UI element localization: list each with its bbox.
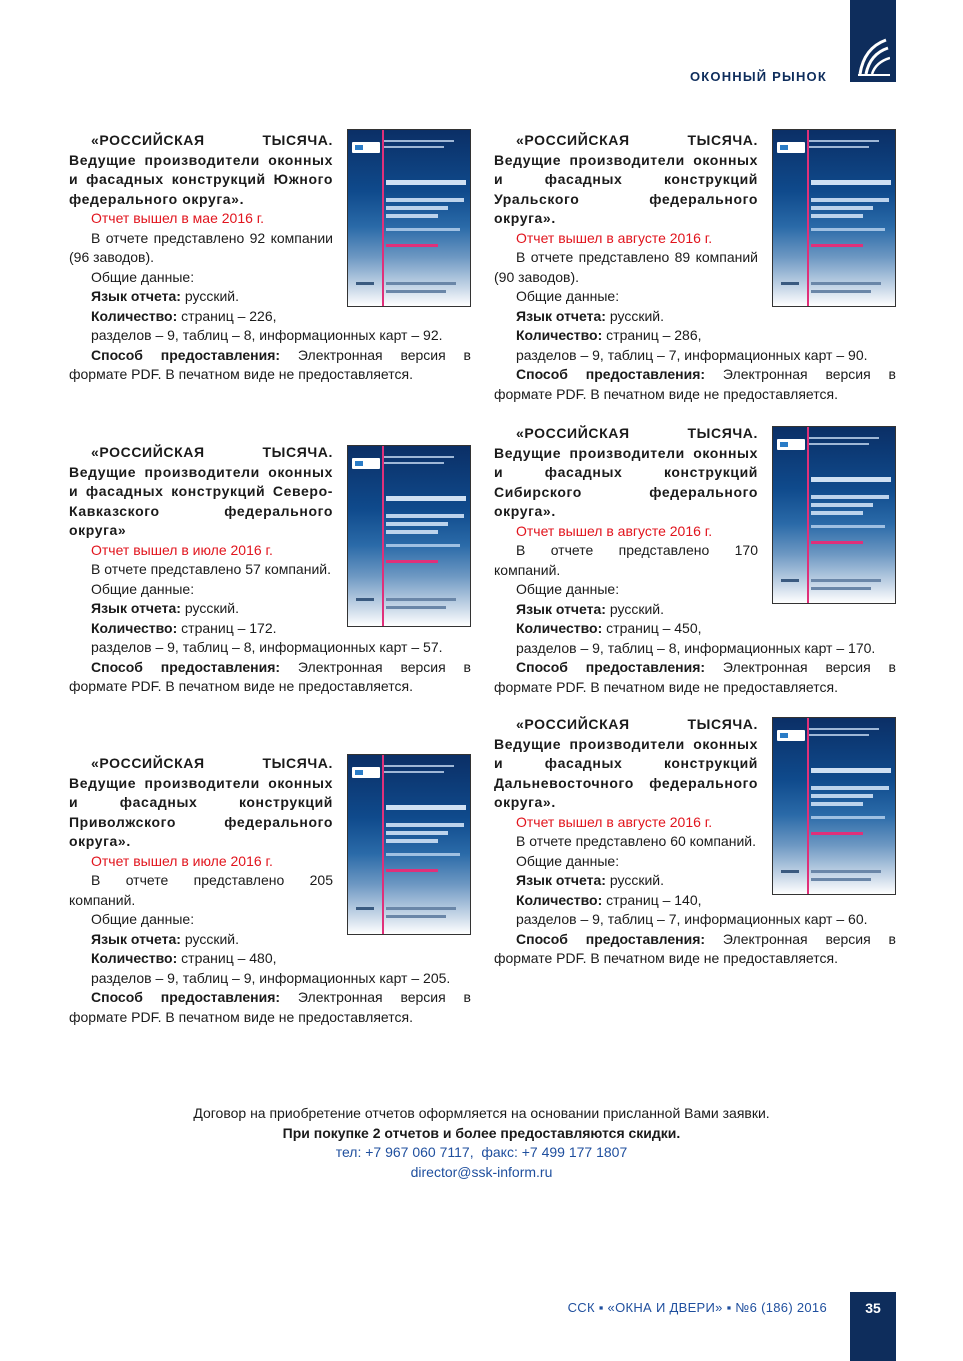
- report-south: [69, 131, 471, 385]
- report-title: «РОССИЙСКАЯ ТЫСЯЧА. Ведущие производители оконных и фасадных конструкций Южного федерального округа».: [69, 132, 333, 207]
- report-general: Общие данные:: [516, 581, 620, 597]
- report-release-date: Отчет вышел в июле 2016 г.: [91, 852, 273, 869]
- header-corner-box: [850, 0, 896, 82]
- report-companies: В отчете представлено 170 компаний.: [494, 542, 758, 578]
- report-release-date: Отчет вышел в августе 2016 г.: [516, 522, 713, 539]
- report-quantity: Количество: страниц – 140,: [516, 891, 702, 908]
- report-language: Язык отчета: русский.: [516, 872, 664, 888]
- report-quantity: Количество: страниц – 286,: [516, 327, 702, 343]
- report-general: Общие данные:: [91, 911, 195, 927]
- report-general: Общие данные:: [91, 268, 195, 285]
- report-language: Язык отчета: русский.: [516, 600, 664, 617]
- report-companies: В отчете представлено 92 компании (96 заводов).: [69, 229, 333, 265]
- report-north-caucasus: [69, 443, 471, 697]
- report-delivery: Способ предоставления: Электронная версия в формате PDF. В печатном виде не предоставляется.: [69, 658, 471, 694]
- report-quantity: Количество: страниц – 480,: [91, 950, 277, 966]
- report-quantity: Количество: страниц – 226,: [91, 307, 277, 324]
- report-cover-image: [347, 445, 471, 627]
- report-sections: разделов – 9, таблиц – 8, информационных карт – 170.: [516, 639, 876, 656]
- journal-name: ССК ▪ «ОКНА И ДВЕРИ» ▪ №6 (186) 2016: [567, 1300, 827, 1315]
- report-delivery: Способ предоставления: Электронная версия в формате PDF. В печатном виде не предоставляется.: [494, 930, 896, 966]
- section-title: ОКОННЫЙ РЫНОК: [689, 69, 827, 84]
- report-cover-image: [772, 426, 896, 604]
- report-general: Общие данные:: [516, 288, 620, 304]
- report-sections: разделов – 9, таблиц – 7, информационных карт – 90.: [516, 346, 868, 363]
- report-delivery: Способ предоставления: Электронная версия в формате PDF. В печатном виде не предоставляется.: [494, 366, 896, 402]
- report-ural: [494, 131, 896, 404]
- report-delivery: Способ предоставления: Электронная версия в формате PDF. В печатном виде не предоставляется.: [69, 346, 471, 382]
- report-delivery: Способ предоставления: Электронная версия в формате PDF. В печатном виде не предоставляется.: [494, 659, 896, 695]
- report-quantity: Количество: страниц – 172.: [91, 619, 277, 636]
- report-far-east: [494, 715, 896, 969]
- report-release-date: Отчет вышел в августе 2016 г.: [516, 229, 713, 246]
- discount-note: При покупке 2 отчетов и более предоставляются скидки.: [282, 1124, 681, 1141]
- report-cover-image: [772, 717, 896, 895]
- report-release-date: Отчет вышел в августе 2016 г.: [516, 813, 713, 830]
- report-delivery: Способ предоставления: Электронная версия в формате PDF. В печатном виде не предоставляется.: [69, 989, 471, 1025]
- report-title: «РОССИЙСКАЯ ТЫСЯЧА. Ведущие производители оконных и фасадных конструкций Приволжского федерального округа».: [69, 755, 333, 849]
- report-release-date: Отчет вышел в мае 2016 г.: [91, 210, 265, 226]
- report-cover-image: [772, 129, 896, 307]
- report-release-date: Отчет вышел в июле 2016 г.: [91, 541, 273, 558]
- report-sections: разделов – 9, таблиц – 9, информационных карт – 205.: [91, 969, 451, 986]
- report-language: Язык отчета: русский.: [516, 307, 664, 324]
- order-info: [0, 1104, 963, 1182]
- report-language: Язык отчета: русский.: [91, 288, 239, 304]
- contact-email-link[interactable]: director@ssk-inform.ru: [410, 1163, 553, 1180]
- report-companies: В отчете представлено 89 компаний (90 заводов).: [494, 249, 758, 285]
- report-language: Язык отчета: русский.: [91, 600, 239, 616]
- report-title: «РОССИЙСКАЯ ТЫСЯЧА. Ведущие производители оконных и фасадных конструкций Сибирского федерального округа».: [494, 425, 758, 519]
- report-title: «РОССИЙСКАЯ ТЫСЯЧА. Ведущие производители оконных и фасадных конструкций Северо-Кавказского федерального округа»: [69, 444, 333, 538]
- report-general: Общие данные:: [91, 580, 195, 597]
- report-title: «РОССИЙСКАЯ ТЫСЯЧА. Ведущие производители оконных и фасадных конструкций Дальневосточного федерального округа».: [494, 716, 758, 810]
- report-companies: В отчете представлено 205 компаний.: [69, 872, 333, 908]
- report-companies: В отчете представлено 57 компаний.: [91, 561, 331, 577]
- report-volga: [69, 754, 471, 1027]
- contact-phones[interactable]: тел: +7 967 060 7117, факс: +7 499 177 1807: [335, 1144, 628, 1160]
- report-siberia: [494, 424, 896, 697]
- report-quantity: Количество: страниц – 450,: [516, 620, 702, 636]
- report-general: Общие данные:: [516, 852, 620, 869]
- report-title: «РОССИЙСКАЯ ТЫСЯЧА. Ведущие производители оконных и фасадных конструкций Уральского федерального округа».: [494, 132, 758, 226]
- report-cover-image: [347, 129, 471, 307]
- report-sections: разделов – 9, таблиц – 7, информационных карт – 60.: [516, 911, 868, 927]
- report-sections: разделов – 9, таблиц – 8, информационных карт – 57.: [91, 639, 443, 655]
- report-cover-image: [347, 754, 471, 935]
- contract-note: Договор на приобретение отчетов оформляется на основании присланной Вами заявки.: [193, 1105, 770, 1121]
- report-companies: В отчете представлено 60 компаний.: [516, 833, 756, 849]
- magazine-logo-icon: [856, 34, 890, 78]
- report-language: Язык отчета: русский.: [91, 930, 239, 947]
- report-sections: разделов – 9, таблиц – 8, информационных карт – 92.: [91, 327, 443, 343]
- page-number: 35: [850, 1292, 896, 1361]
